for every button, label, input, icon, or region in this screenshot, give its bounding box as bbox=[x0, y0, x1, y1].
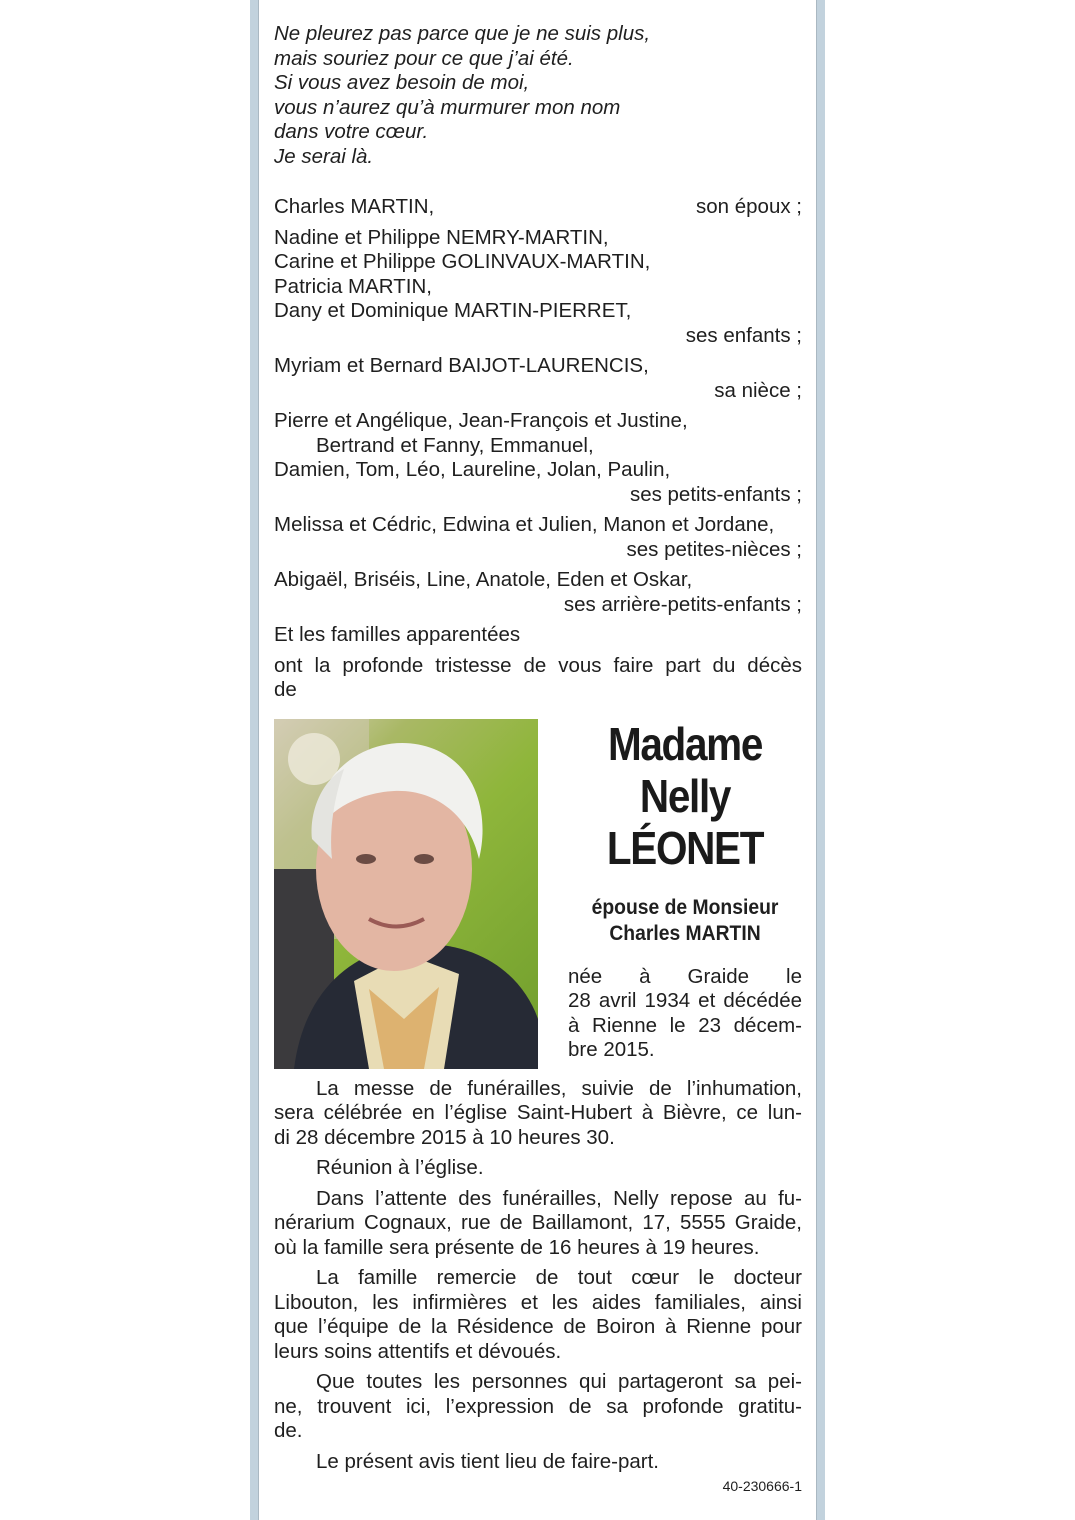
child-line: Patricia MARTIN, bbox=[274, 274, 432, 298]
funeral-details bbox=[274, 1077, 802, 1499]
paragraph-meeting bbox=[274, 1156, 802, 1181]
deceased-title: Madame bbox=[607, 717, 763, 770]
birth-death-line: 28 avril 1934 et décédée bbox=[568, 989, 802, 1012]
announcement-line: de bbox=[274, 678, 297, 701]
reference-number: 40-230666-1 bbox=[722, 1478, 802, 1494]
grandnieces-role: ses petites-nièces ; bbox=[626, 537, 802, 561]
greatgrandchildren-role: ses arrière-petits-enfants ; bbox=[563, 592, 802, 616]
paragraph-line: nérarium Cognaux, rue de Baillamont, 17, 5555 Graide, bbox=[274, 1211, 802, 1234]
grandchild-line: Damien, Tom, Léo, Laureline, Jolan, Paulin, bbox=[274, 458, 671, 481]
obituary-content bbox=[274, 22, 802, 1498]
family-grandnieces bbox=[274, 513, 802, 562]
birth-death-line: bre 2015. bbox=[568, 1038, 655, 1061]
niece-role: sa nièce ; bbox=[714, 378, 802, 402]
grandchild-line: Pierre et Angélique, Jean-François et Justine, bbox=[274, 409, 688, 432]
poem-line: vous n’aurez qu’à murmurer mon nom bbox=[274, 95, 621, 119]
paragraph-notice bbox=[274, 1450, 802, 1475]
paragraph-line: où la famille sera présente de 16 heures à 19 heures. bbox=[274, 1235, 760, 1259]
paragraph-line: di 28 décembre 2015 à 10 heures 30. bbox=[274, 1125, 615, 1149]
paragraph-line: Le présent avis tient lieu de faire-part. bbox=[316, 1449, 659, 1473]
paragraph-line: Que toutes les personnes qui partageront sa pei- bbox=[316, 1370, 802, 1393]
paragraph-line: Libouton, les infirmières et les aides familiales, ainsi bbox=[274, 1290, 802, 1314]
children-role: ses enfants ; bbox=[685, 323, 802, 347]
family-relatives bbox=[274, 623, 802, 648]
deceased-first-name: Nelly bbox=[639, 769, 731, 822]
family-spouse bbox=[274, 195, 802, 220]
deceased-spouse bbox=[577, 895, 792, 947]
grandchildren-role: ses petits-enfants ; bbox=[629, 482, 802, 506]
announcement-line: ont la profonde tristesse de vous faire part du décès bbox=[274, 653, 802, 677]
paragraph-line: de. bbox=[274, 1419, 303, 1442]
paragraph-mass bbox=[274, 1077, 802, 1151]
deceased-section bbox=[274, 719, 802, 1069]
birth-death-line: à Rienne le 23 décem- bbox=[568, 1013, 802, 1037]
greatgrandchild-line: Abigaël, Briséis, Line, Anatole, Eden et Oskar, bbox=[274, 568, 693, 591]
poem-line: mais souriez pour ce que j’ai été. bbox=[274, 46, 574, 70]
paragraph-line: Réunion à l’église. bbox=[316, 1156, 484, 1179]
poem-line: dans votre cœur. bbox=[274, 120, 429, 143]
poem-line: Si vous avez besoin de moi, bbox=[274, 71, 530, 94]
child-line: Dany et Dominique MARTIN-PIERRET, bbox=[274, 299, 632, 322]
paragraph-line: La messe de funérailles, suivie de l’inhumation, bbox=[316, 1076, 802, 1100]
paragraph-viewing bbox=[274, 1187, 802, 1261]
left-border-rule bbox=[250, 0, 259, 1520]
right-border-rule bbox=[816, 0, 825, 1520]
spouse-role: son époux ; bbox=[696, 195, 802, 218]
paragraph-line: La famille remercie de tout cœur le docteur bbox=[316, 1266, 802, 1289]
announcement bbox=[274, 654, 802, 703]
spouse-line: épouse de Monsieur bbox=[591, 895, 779, 919]
deceased-portrait-photo bbox=[274, 719, 538, 1069]
paragraph-gratitude bbox=[274, 1370, 802, 1444]
deceased-name-box bbox=[538, 719, 802, 1069]
niece-line: Myriam et Bernard BAIJOT-LAURENCIS, bbox=[274, 354, 649, 377]
family-greatgrandchildren bbox=[274, 568, 802, 617]
paragraph-thanks bbox=[274, 1266, 802, 1364]
poem-line: Je serai là. bbox=[274, 144, 374, 168]
poem bbox=[274, 22, 802, 169]
family-children bbox=[274, 226, 802, 349]
family-niece bbox=[274, 354, 802, 403]
child-line: Carine et Philippe GOLINVAUX-MARTIN, bbox=[274, 250, 651, 273]
paragraph-line: que l’équipe de la Résidence de Boiron à Rienne pour bbox=[274, 1315, 802, 1338]
birth-death-info bbox=[568, 965, 802, 1063]
relatives-line: Et les familles apparentées bbox=[274, 623, 521, 646]
spouse-name: Charles MARTIN, bbox=[274, 195, 435, 218]
child-line: Nadine et Philippe NEMRY-MARTIN, bbox=[274, 225, 609, 249]
spouse-line: Charles MARTIN bbox=[609, 921, 761, 945]
paragraph-line: ne, trouvent ici, l’expression de sa profonde gratitu- bbox=[274, 1394, 802, 1418]
paragraph-line: sera célébrée en l’église Saint-Hubert à Bièvre, ce lun- bbox=[274, 1101, 802, 1124]
paragraph-line: Dans l’attente des funérailles, Nelly repose au fu- bbox=[316, 1186, 802, 1210]
grandniece-line: Melissa et Cédric, Edwina et Julien, Manon et Jordane, bbox=[274, 513, 775, 536]
family-grandchildren bbox=[274, 409, 802, 507]
portrait-illustration bbox=[274, 719, 538, 1069]
paragraph-line: leurs soins attentifs et dévoués. bbox=[274, 1339, 562, 1363]
birth-death-line: née à Graide le bbox=[568, 964, 802, 988]
deceased-last-name: LÉONET bbox=[606, 821, 764, 874]
grandchild-line: Bertrand et Fanny, Emmanuel, bbox=[316, 433, 594, 457]
poem-line: Ne pleurez pas parce que je ne suis plus, bbox=[274, 22, 651, 45]
